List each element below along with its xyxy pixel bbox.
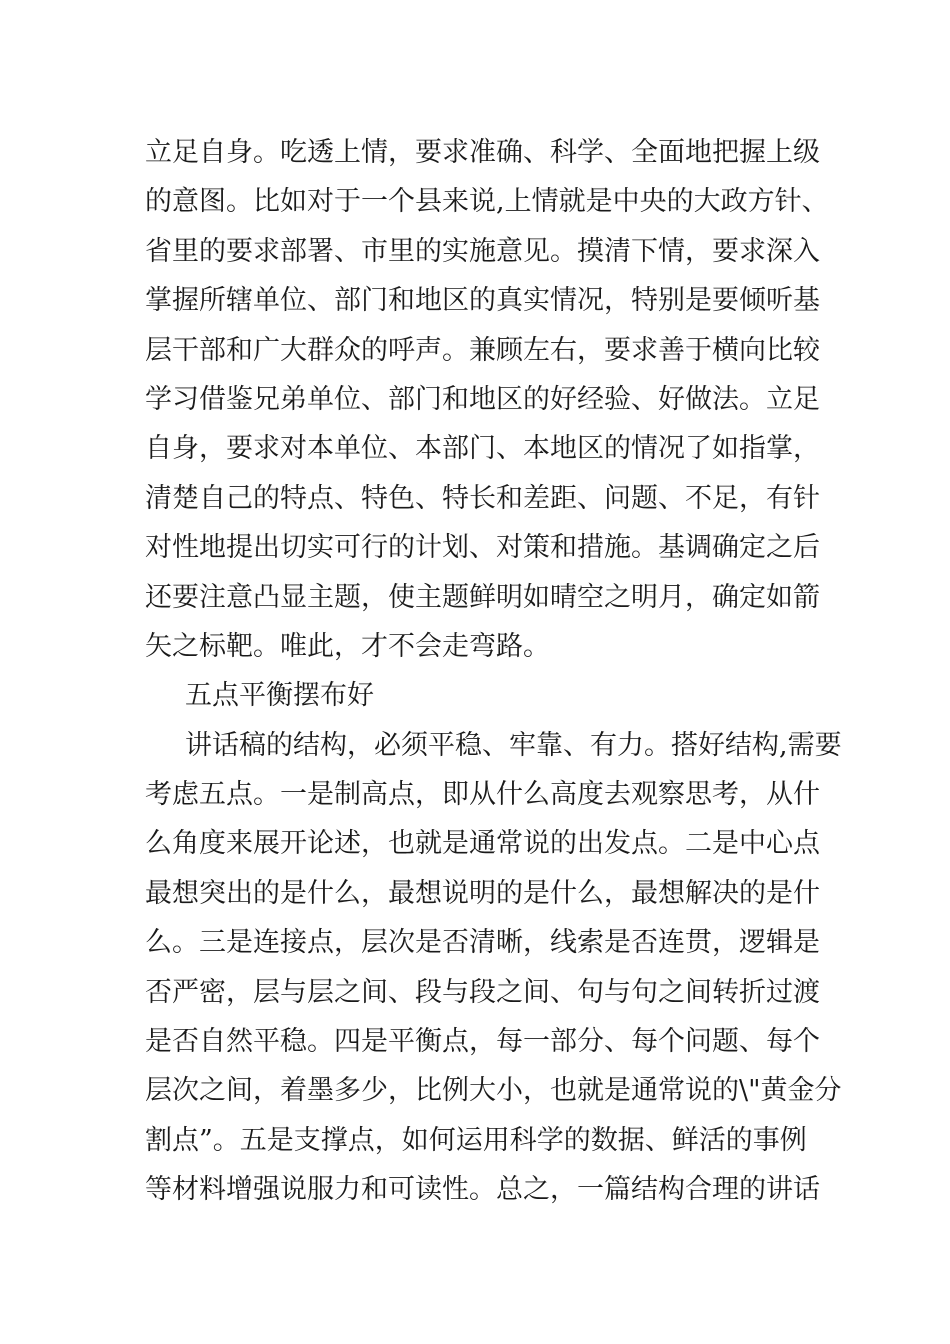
paragraph-line: 还要注意凸显主题，使主题鲜明如晴空之明月，确定如箭 [145, 581, 820, 613]
paragraph-line: 等材料增强说服力和可读性。总之，一篇结构合理的讲话 [145, 1174, 820, 1206]
paragraph-line: 最想突出的是什么，最想说明的是什么，最想解决的是什 [145, 877, 820, 909]
paragraph-line: 掌握所辖单位、部门和地区的真实情况，特别是要倾听基 [145, 285, 820, 317]
paragraph-line: 考虑五点。一是制高点，即从什么高度去观察思考，从什 [145, 779, 820, 811]
paragraph-line: 对性地提出切实可行的计划、对策和措施。基调确定之后 [145, 532, 820, 564]
paragraph-1 [145, 128, 829, 671]
paragraph-line: 么角度来展开论述，也就是通常说的出发点。二是中心点 [145, 828, 820, 860]
paragraph-line: 么。三是连接点，层次是否清晰，线索是否连贯，逻辑是 [145, 927, 820, 959]
paragraph-line: 层次之间，着墨多少，比例大小，也就是通常说的\"黄金分 [145, 1075, 842, 1107]
section-heading: 五点平衡摆布好 [185, 680, 374, 712]
paragraph-line: 割点”。五是支撑点，如何运用科学的数据、鲜活的事例 [145, 1124, 807, 1156]
paragraph-line: 清楚自己的特点、特色、特长和差距、问题、不足，有针 [145, 482, 820, 514]
paragraph-line: 自身，要求对本单位、本部门、本地区的情况了如指掌， [145, 433, 820, 465]
paragraph-line: 立足自身。吃透上情，要求准确、科学、全面地把握上级 [145, 137, 820, 168]
paragraph-line: 的意图。比如对于一个县来说,上情就是中央的大政方针、 [145, 186, 829, 218]
paragraph-line: 层干部和广大群众的呼声。兼顾左右，要求善于横向比较 [145, 334, 820, 366]
paragraph-line: 省里的要求部署、市里的实施意见。摸清下情，要求深入 [145, 235, 820, 267]
paragraph-line: 学习借鉴兄弟单位、部门和地区的好经验、好做法。立足 [145, 383, 820, 415]
paragraph-line: 否严密，层与层之间、段与段之间、句与句之间转折过渡 [145, 976, 820, 1008]
document-body [145, 128, 842, 1215]
paragraph-line: 讲话稿的结构，必须平稳、牢靠、有力。搭好结构,需要 [185, 729, 842, 761]
paragraph-line: 是否自然平稳。四是平衡点，每一部分、每个问题、每个 [145, 1026, 820, 1058]
paragraph-line: 矢之标靶。唯此，才不会走弯路。 [145, 630, 550, 662]
paragraph-2 [145, 721, 842, 1215]
